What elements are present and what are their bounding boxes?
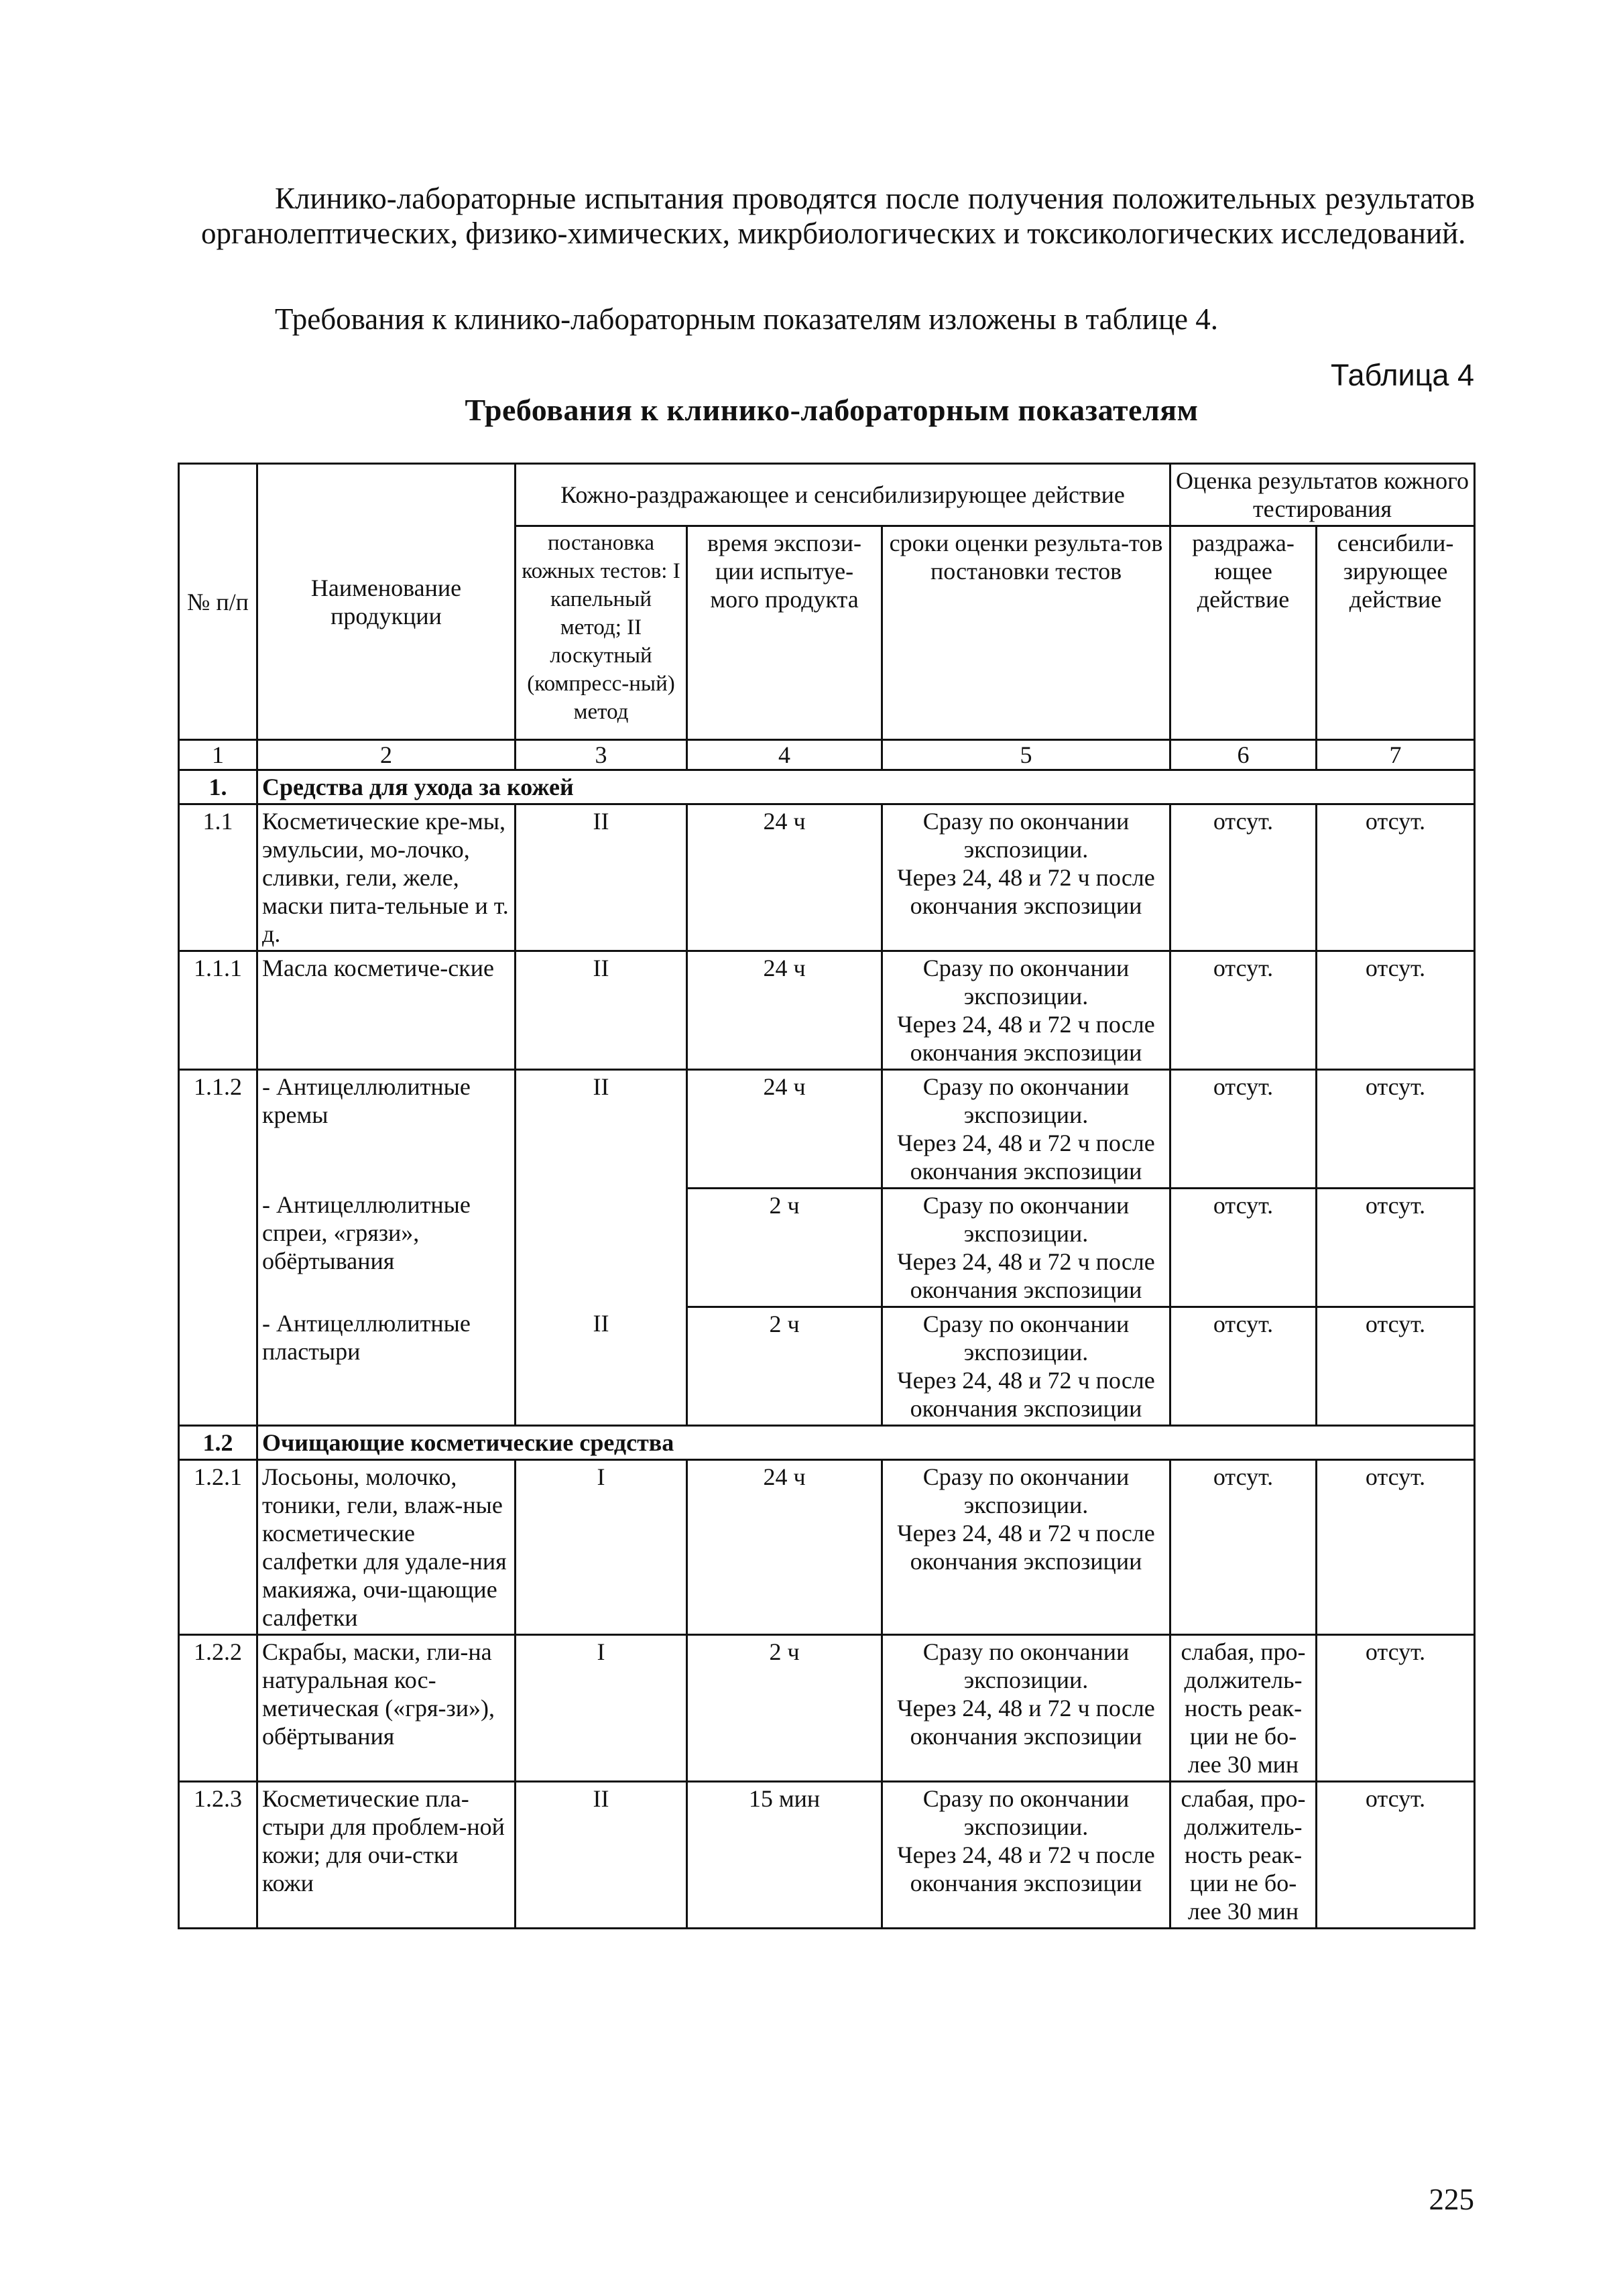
product-name: Косметические пла-стыри для проблем-ной кожи; для очи-стки кожи xyxy=(257,1782,516,1929)
sensitizing-effect: отсут. xyxy=(1317,1189,1475,1307)
evaluation-terms xyxy=(882,1189,1170,1307)
row-number: 1.2.3 xyxy=(179,1782,257,1929)
column-number: 7 xyxy=(1317,740,1475,770)
product-row xyxy=(179,1189,1475,1307)
test-method: II xyxy=(516,1070,687,1189)
page-number: 225 xyxy=(1429,2183,1474,2216)
terms-immediate: Сразу по окончании экспозиции. xyxy=(922,808,1130,863)
product-row xyxy=(179,1460,1475,1635)
exposure-time: 24 ч xyxy=(687,1070,882,1189)
product-name: - Антицеллюлитные пластыри xyxy=(257,1307,516,1426)
exposure-time: 15 мин xyxy=(687,1782,882,1929)
terms-followup: Через 24, 48 и 72 ч после окончания экспозиции xyxy=(897,1367,1155,1422)
section-number: 1.2 xyxy=(179,1426,257,1460)
test-method: I xyxy=(516,1635,687,1782)
table-title: Требования к клинико-лабораторным показателям xyxy=(465,393,1199,427)
table-label: Таблица 4 xyxy=(1331,358,1474,392)
test-method: II xyxy=(516,804,687,951)
sensitizing-effect: отсут. xyxy=(1317,951,1475,1070)
terms-immediate: Сразу по окончании экспозиции. xyxy=(922,1463,1130,1518)
evaluation-terms xyxy=(882,1782,1170,1929)
sensitizing-effect: отсут. xyxy=(1317,804,1475,951)
terms-immediate: Сразу по окончании экспозиции. xyxy=(922,1073,1130,1128)
header-num: № п/п xyxy=(179,464,257,740)
column-number: 1 xyxy=(179,740,257,770)
irritating-effect: слабая, про-должитель-ность реак-ции не бо-лее 30 мин xyxy=(1170,1635,1317,1782)
column-number: 3 xyxy=(516,740,687,770)
sensitizing-effect: отсут. xyxy=(1317,1460,1475,1635)
terms-followup: Через 24, 48 и 72 ч после окончания экспозиции xyxy=(897,1841,1155,1896)
row-number: 1.1.1 xyxy=(179,951,257,1070)
exposure-time: 24 ч xyxy=(687,804,882,951)
column-number-row xyxy=(179,740,1475,770)
evaluation-terms xyxy=(882,1635,1170,1782)
evaluation-terms xyxy=(882,951,1170,1070)
terms-immediate: Сразу по окончании экспозиции. xyxy=(922,1785,1130,1840)
header-name: Наименование продукции xyxy=(257,464,516,740)
intro-paragraph-2: Требования к клинико-лабораторным показателям изложены в таблице 4. xyxy=(275,302,1218,336)
irritating-effect: слабая, про-должитель-ность реак-ции не бо-лее 30 мин xyxy=(1170,1782,1317,1929)
intro-paragraph-1: Клинико-лабораторные испытания проводятся после получения положительных результатов органолептических, физико-химических, микрбиологических и токсикологических исследований. xyxy=(201,182,1475,250)
product-name: - Антицеллюлитные кремы xyxy=(257,1070,516,1189)
product-name: Косметические кре-мы, эмульсии, мо-лочко, сливки, гели, желе, маски пита-тельные и т. д. xyxy=(257,804,516,951)
test-method: II xyxy=(516,951,687,1070)
section-row xyxy=(179,1426,1475,1460)
exposure-time: 24 ч xyxy=(687,951,882,1070)
row-number xyxy=(179,1189,257,1307)
irritating-effect: отсут. xyxy=(1170,951,1317,1070)
evaluation-terms xyxy=(882,804,1170,951)
column-number: 2 xyxy=(257,740,516,770)
sensitizing-effect: отсут. xyxy=(1317,1307,1475,1426)
header-sensitizing: сенсибили-зирующее действие xyxy=(1317,526,1475,740)
product-row xyxy=(179,1782,1475,1929)
row-number: 1.2.1 xyxy=(179,1460,257,1635)
irritating-effect: отсут. xyxy=(1170,1070,1317,1189)
exposure-time: 24 ч xyxy=(687,1460,882,1635)
product-row xyxy=(179,804,1475,951)
section-title: Очищающие косметические средства xyxy=(257,1426,1475,1460)
row-number xyxy=(179,1307,257,1426)
header-eval-group: Оценка результатов кожного тестирования xyxy=(1170,464,1475,526)
product-name: Масла косметиче-ские xyxy=(257,951,516,1070)
test-method: II xyxy=(516,1782,687,1929)
terms-immediate: Сразу по окончании экспозиции. xyxy=(922,1311,1130,1366)
irritating-effect: отсут. xyxy=(1170,1307,1317,1426)
section-title: Средства для ухода за кожей xyxy=(257,770,1475,804)
terms-followup: Через 24, 48 и 72 ч после окончания экспозиции xyxy=(897,1011,1155,1066)
test-method: II xyxy=(516,1307,687,1426)
sensitizing-effect: отсут. xyxy=(1317,1782,1475,1929)
header-row-1 xyxy=(179,464,1475,526)
product-name: Скрабы, маски, гли-на натуральная кос-метическая («гря-зи»), обёртывания xyxy=(257,1635,516,1782)
product-row xyxy=(179,951,1475,1070)
irritating-effect: отсут. xyxy=(1170,1189,1317,1307)
exposure-time: 2 ч xyxy=(687,1635,882,1782)
terms-immediate: Сразу по окончании экспозиции. xyxy=(922,955,1130,1010)
header-terms: сроки оценки результа-тов постановки тестов xyxy=(882,526,1170,740)
terms-followup: Через 24, 48 и 72 ч после окончания экспозиции xyxy=(897,1695,1155,1750)
row-number: 1.2.2 xyxy=(179,1635,257,1782)
terms-followup: Через 24, 48 и 72 ч после окончания экспозиции xyxy=(897,1130,1155,1185)
irritating-effect: отсут. xyxy=(1170,1460,1317,1635)
exposure-time: 2 ч xyxy=(687,1307,882,1426)
sensitizing-effect: отсут. xyxy=(1317,1635,1475,1782)
product-name: - Антицеллюлитные спреи, «грязи», обёртывания xyxy=(257,1189,516,1307)
irritating-effect: отсут. xyxy=(1170,804,1317,951)
row-number: 1.1.2 xyxy=(179,1070,257,1189)
test-method xyxy=(516,1189,687,1307)
header-skin-group: Кожно-раздражающее и сенсибилизирующее действие xyxy=(516,464,1170,526)
header-method: постановка кожных тестов: I капельный метод; II лоскутный (компресс-ный) метод xyxy=(516,526,687,740)
terms-followup: Через 24, 48 и 72 ч после окончания экспозиции xyxy=(897,1248,1155,1303)
header-irritating: раздража-ющее действие xyxy=(1170,526,1317,740)
product-row xyxy=(179,1635,1475,1782)
evaluation-terms xyxy=(882,1460,1170,1635)
exposure-time: 2 ч xyxy=(687,1189,882,1307)
product-name: Лосьоны, молочко, тоники, гели, влаж-ные косметические салфетки для удале-ния макияжа, очи-щающие салфетки xyxy=(257,1460,516,1635)
product-row xyxy=(179,1307,1475,1426)
section-row xyxy=(179,770,1475,804)
terms-followup: Через 24, 48 и 72 ч после окончания экспозиции xyxy=(897,1520,1155,1575)
evaluation-terms xyxy=(882,1307,1170,1426)
requirements-table xyxy=(178,463,1476,1929)
test-method: I xyxy=(516,1460,687,1635)
evaluation-terms xyxy=(882,1070,1170,1189)
terms-immediate: Сразу по окончании экспозиции. xyxy=(922,1192,1130,1247)
header-exposure: время экспози-ции испытуе-мого продукта xyxy=(687,526,882,740)
column-number: 4 xyxy=(687,740,882,770)
column-number: 6 xyxy=(1170,740,1317,770)
product-row xyxy=(179,1070,1475,1189)
terms-immediate: Сразу по окончании экспозиции. xyxy=(922,1638,1130,1693)
column-number: 5 xyxy=(882,740,1170,770)
row-number: 1.1 xyxy=(179,804,257,951)
sensitizing-effect: отсут. xyxy=(1317,1070,1475,1189)
section-number: 1. xyxy=(179,770,257,804)
terms-followup: Через 24, 48 и 72 ч после окончания экспозиции xyxy=(897,864,1155,919)
